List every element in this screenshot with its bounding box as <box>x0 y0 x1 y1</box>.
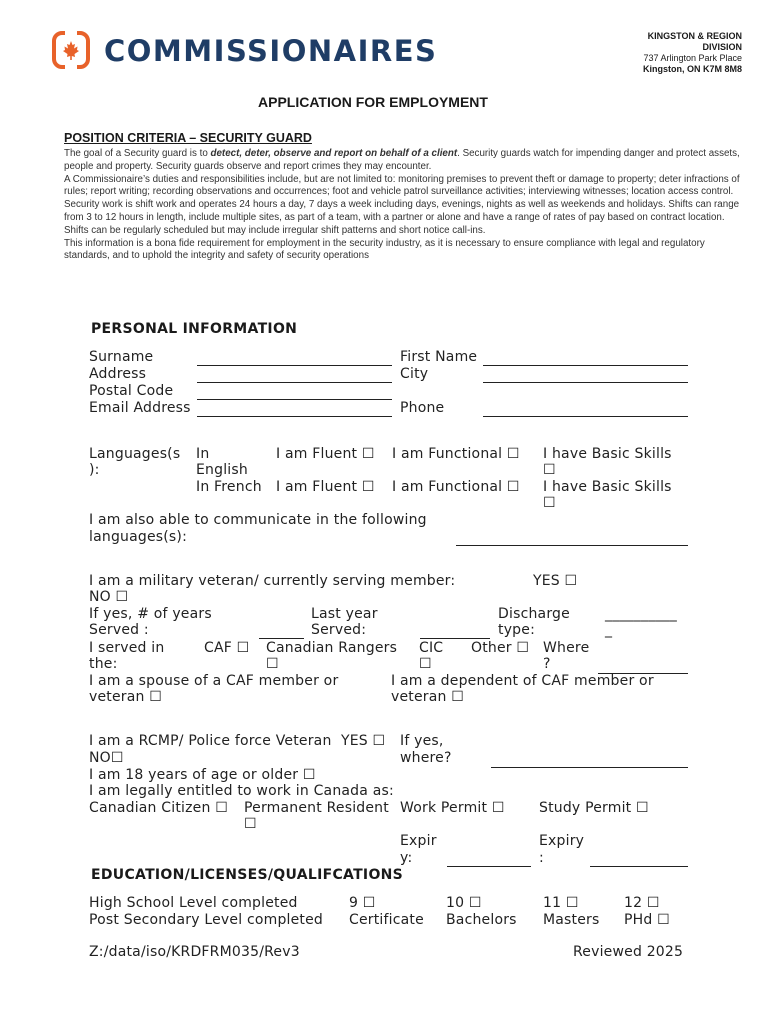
cic-label: CIC <box>419 640 444 656</box>
military-yes-checkbox[interactable]: YES ☐ <box>533 573 578 589</box>
p1-start: The goal of a Security guard is to <box>64 148 211 159</box>
cic-checkbox[interactable]: ☐ <box>419 656 432 672</box>
region: KINGSTON & REGION <box>647 31 742 41</box>
study-expiry-label: Expiry <box>539 833 585 849</box>
last-year-label: Last year <box>311 606 378 622</box>
caf-checkbox[interactable]: CAF ☐ <box>204 640 250 656</box>
postal-code-field[interactable] <box>197 399 392 400</box>
served-in-label-end: the: <box>89 656 118 672</box>
work-expiry-label-end: y: <box>400 850 413 866</box>
postal-code-label: Postal Code <box>89 383 174 399</box>
spouse-checkbox[interactable]: veteran ☐ <box>89 689 163 705</box>
dependent-checkbox[interactable]: veteran ☐ <box>391 689 465 705</box>
email-label: Email Address <box>89 400 191 416</box>
served-in-label: I served in <box>89 640 165 656</box>
surname-label: Surname <box>89 349 154 365</box>
street: 737 Arlington Park Place <box>643 53 742 63</box>
masters-label[interactable]: Masters <box>543 912 600 928</box>
certificate-label[interactable]: Certificate <box>349 912 424 928</box>
other-languages-label-end: languages(s): <box>89 529 188 545</box>
english-functional-checkbox[interactable]: I am Functional ☐ <box>392 446 520 462</box>
discharge-label-end: type: <box>498 622 535 638</box>
rcmp-where-label-end: where? <box>400 750 452 766</box>
email-field[interactable] <box>197 416 392 417</box>
grade-11-checkbox[interactable]: 11 ☐ <box>543 895 579 911</box>
study-permit-checkbox[interactable]: Study Permit ☐ <box>539 800 649 816</box>
brand-name: COMMISSIONAIRES <box>104 34 438 68</box>
criteria-heading: POSITION CRITERIA – SECURITY GUARD <box>64 131 312 145</box>
english-fluent-checkbox[interactable]: I am Fluent ☐ <box>276 446 375 462</box>
phd-checkbox[interactable]: PHd ☐ <box>624 912 670 928</box>
grade-9-checkbox[interactable]: 9 ☐ <box>349 895 376 911</box>
legal-status-label: I am legally entitled to work in Canada as: <box>89 783 394 799</box>
rangers-checkbox[interactable]: ☐ <box>266 656 279 672</box>
military-question: I am a military veteran/ currently serving member: <box>89 573 456 589</box>
dependent-label: I am a dependent of CAF member or <box>391 673 654 689</box>
education-heading: EDUCATION/LICENSES/QUALIFCATIONS <box>91 867 404 883</box>
last-year-label-end: Served: <box>311 622 367 638</box>
years-served-label-end: Served : <box>89 622 149 638</box>
phone-field[interactable] <box>483 416 688 417</box>
french-basic-checkbox[interactable]: ☐ <box>543 495 556 511</box>
study-expiry-label-end: : <box>539 850 544 866</box>
document-path: Z:/data/iso/KRDFRM035/Rev3 <box>89 944 300 960</box>
criteria-text <box>64 148 740 263</box>
city-label: City <box>400 366 429 382</box>
first-name-label: First Name <box>400 349 478 365</box>
other-service-checkbox[interactable]: Other ☐ <box>471 640 530 656</box>
citizen-checkbox[interactable]: Canadian Citizen ☐ <box>89 800 228 816</box>
address-label: Address <box>89 366 147 382</box>
phone-label: Phone <box>400 400 445 416</box>
grade-10-checkbox[interactable]: 10 ☐ <box>446 895 482 911</box>
rcmp-no-checkbox[interactable]: NO☐ <box>89 750 124 766</box>
last-year-field[interactable] <box>420 638 490 639</box>
where-label-end: ? <box>543 656 551 672</box>
personal-heading: PERSONAL INFORMATION <box>91 321 298 337</box>
division-address <box>643 31 742 75</box>
rcmp-where-field[interactable] <box>491 767 688 768</box>
spouse-label: I am a spouse of a CAF member or <box>89 673 339 689</box>
study-expiry-field[interactable] <box>590 866 688 867</box>
languages-label: Languages(s <box>89 446 181 462</box>
in-english-label: In <box>196 446 210 462</box>
years-served-label: If yes, # of years <box>89 606 212 622</box>
work-expiry-field[interactable] <box>447 866 531 867</box>
maple-leaf-logo-icon <box>52 31 90 69</box>
p1-end: . Security guards watch for impending danger and protect assets, people and property. Security guards observe and report crimes they may encounter. <box>64 148 740 172</box>
city-field[interactable] <box>483 382 688 383</box>
english-basic-checkbox[interactable]: ☐ <box>543 462 556 478</box>
in-french-label: In French <box>196 479 262 495</box>
in-english-label-end: English <box>196 462 248 478</box>
work-permit-checkbox[interactable]: Work Permit ☐ <box>400 800 505 816</box>
rangers-label: Canadian Rangers <box>266 640 398 656</box>
french-fluent-checkbox[interactable]: I am Fluent ☐ <box>276 479 375 495</box>
first-name-field[interactable] <box>483 365 688 366</box>
other-languages-field[interactable] <box>456 545 688 546</box>
grade-12-checkbox[interactable]: 12 ☐ <box>624 895 660 911</box>
where-label: Where <box>543 640 590 656</box>
surname-field[interactable] <box>197 365 392 366</box>
post-secondary-label: Post Secondary Level completed <box>89 912 324 928</box>
p1-bold: detect, deter, observe and report on behalf of a client <box>210 148 458 159</box>
address-field[interactable] <box>197 382 392 383</box>
rcmp-where-label: If yes, <box>400 733 444 749</box>
high-school-label: High School Level completed <box>89 895 298 911</box>
p4: Shifts can be regularly scheduled but may include irregular shift patterns and short notice call-ins. <box>64 224 486 236</box>
military-no-checkbox[interactable]: NO ☐ <box>89 589 129 605</box>
languages-label-end: ): <box>89 462 100 478</box>
work-expiry-label: Expir <box>400 833 437 849</box>
p5: This information is a bona fide requirement for employment in the security industry, as it is necessary to ensure compliance with legal and regulatory standards, and to uphold the integrity and safety of security operations <box>64 237 705 262</box>
p3: Security work is shift work and operates 24 hours a day, 7 days a week including days, evenings, nights as well as weekends and holidays. Shifts can range from 3 to 12 hours in length, include multiple sites, as part of a team, with a partner or alone and have a range of rates of pay based on contract location. <box>64 199 740 223</box>
discharge-field-end: _ <box>605 622 613 638</box>
english-basic-label: I have Basic Skills <box>543 446 672 462</box>
other-languages-label: I am also able to communicate in the following <box>89 512 427 528</box>
bachelors-label[interactable]: Bachelors <box>446 912 517 928</box>
resident-checkbox[interactable]: ☐ <box>244 816 257 832</box>
discharge-field[interactable]: __________ <box>605 606 677 622</box>
page-title: APPLICATION FOR EMPLOYMENT <box>258 94 488 110</box>
reviewed-date: Reviewed 2025 <box>573 944 684 960</box>
division: DIVISION <box>702 42 742 52</box>
discharge-label: Discharge <box>498 606 570 622</box>
age-checkbox[interactable]: I am 18 years of age or older ☐ <box>89 767 316 783</box>
years-served-field[interactable] <box>259 638 304 639</box>
rcmp-yes-checkbox[interactable]: YES ☐ <box>341 733 386 749</box>
rcmp-question: I am a RCMP/ Police force Veteran <box>89 733 332 749</box>
french-functional-checkbox[interactable]: I am Functional ☐ <box>392 479 520 495</box>
resident-label: Permanent Resident <box>244 800 389 816</box>
p2: A Commissionaire’s duties and responsibilities include, but are not limited to: monitoring premises to prevent theft or damage to property; deter infractions of rules; report writing; recording observations and occurrences; foot and vehicle patrol surveillance activities; interviewing witnesses; location access control. <box>64 173 740 198</box>
french-basic-label: I have Basic Skills <box>543 479 672 495</box>
city-postal: Kingston, ON K7M 8M8 <box>642 64 742 74</box>
